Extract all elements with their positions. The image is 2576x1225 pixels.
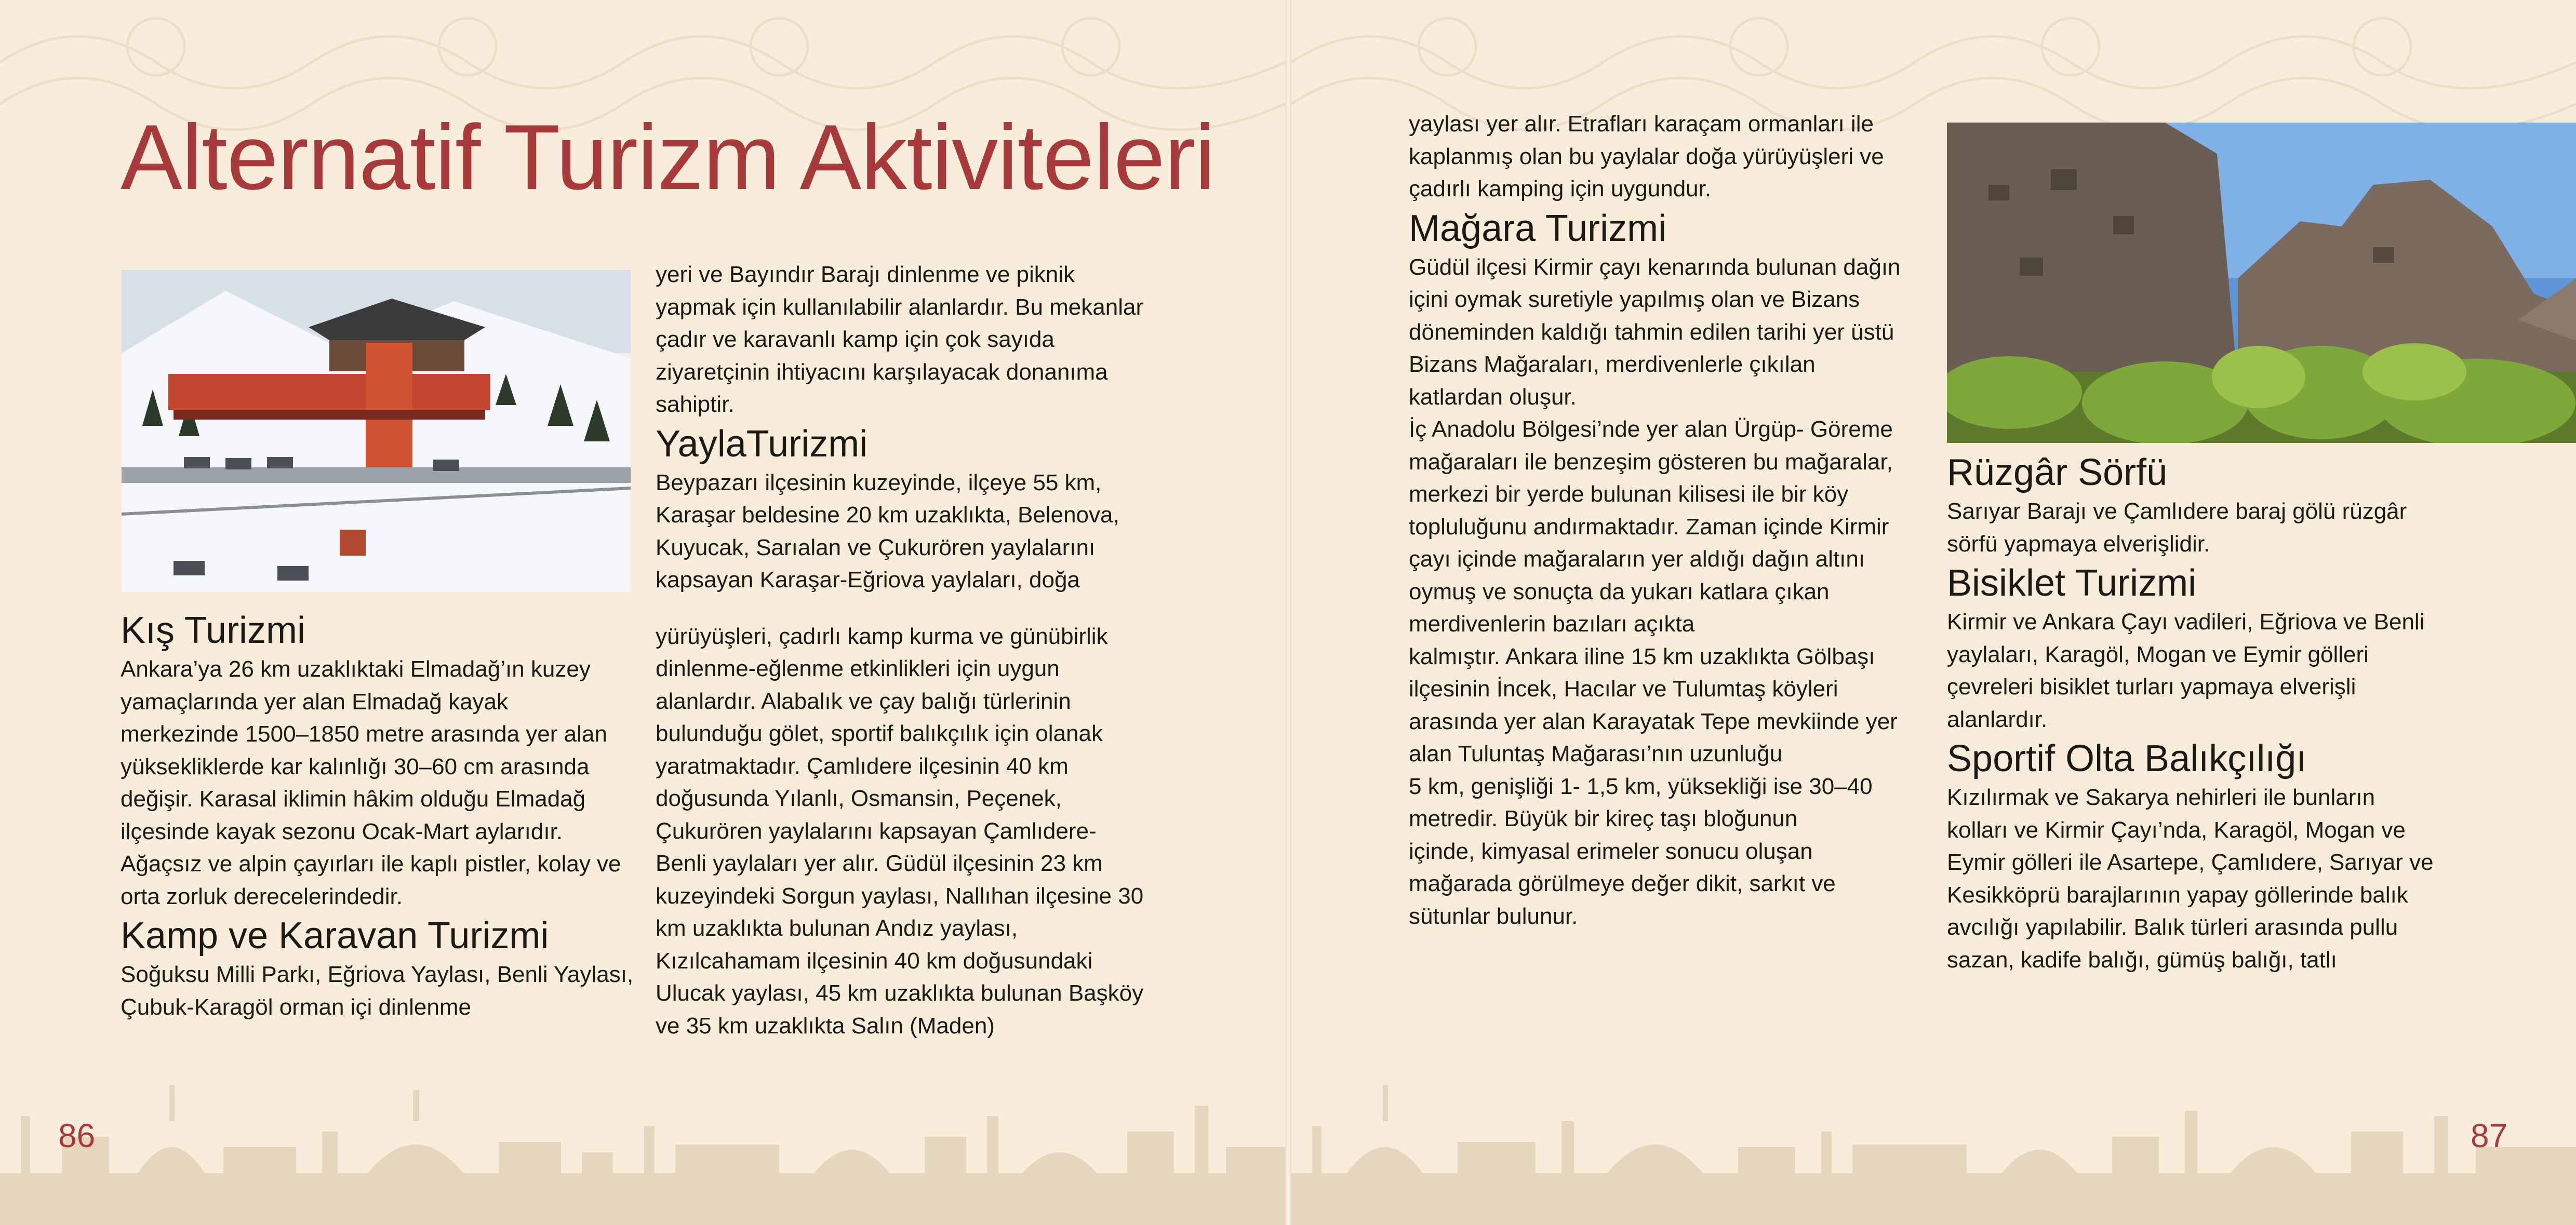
rock-cliffs-photo: [1947, 123, 2576, 443]
text-line: döneminden kaldığı tahmin edilen tarihi yer üstü: [1409, 319, 1894, 345]
text-line: arasında yer alan Karayatak Tepe mevkiinde yer: [1409, 708, 1898, 734]
text-line: ilçesinde kayak sezonu Ocak-Mart aylarıdır.: [121, 818, 563, 844]
text-line: Çukurören yaylalarını kapsayan Çamlıdere-: [656, 818, 1097, 844]
text-line: merdivenlerin bazıları açıkta: [1409, 611, 1695, 637]
kis-turizmi-text: [121, 653, 635, 913]
text-line: kapsayan Karaşar-Eğriova yaylaları, doğa: [656, 567, 1080, 593]
text-line: çadırlı kamping için uygundur.: [1409, 176, 1712, 201]
left-column-1: [121, 608, 635, 1024]
text-line: bulunduğu gölet, sportif balıkçılık için olanak: [656, 721, 1103, 746]
text-line: Beypazarı ilçesinin kuzeyinde, ilçeye 55 km,: [656, 469, 1102, 495]
text-line: yaylaları, Karagöl, Mogan ve Eymir gölleri: [1947, 641, 2369, 667]
text-line: yamaçlarında yer alan Elmadağ kayak: [121, 689, 508, 715]
section-heading-kamp-karavan: Kamp ve Karavan Turizmi: [121, 915, 549, 957]
text-line: içini oymak suretiyle yapılmış olan ve Bizans: [1409, 287, 1860, 312]
text-line: merkezinde 1500–1850 metre arasında yer alan: [121, 721, 607, 747]
text-line: ve 35 km uzaklıkta Salın (Maden): [656, 1013, 995, 1039]
text-line: çayı içinde mağaraların yer aldığı dağın altını: [1409, 546, 1865, 572]
text-line: oymuş ve sonuçta da yukarı katlara çıkan: [1409, 578, 1830, 604]
page-number: 87: [2471, 1117, 2508, 1154]
section-heading-sportif-olta: Sportif Olta Balıkçılığı: [1947, 738, 2307, 779]
text-line: içinde, kimyasal erimeler sonucu oluşan: [1409, 838, 1813, 864]
text-line: Karaşar beldesine 20 km uzaklıkta, Belenova,: [656, 502, 1119, 528]
right-page: [1291, 0, 2576, 1225]
text-line: km uzaklıkta bulunan Andız yaylası,: [656, 916, 1018, 941]
text-line: Soğuksu Milli Parkı, Eğriova Yaylası, Benli Yaylası,: [121, 962, 634, 987]
text-line: mağarada görülmeye değer dikit, sarkıt ve: [1409, 871, 1836, 896]
text-line: değişir. Karasal iklimin hâkim olduğu Elmadağ: [121, 786, 586, 812]
text-line: yeri ve Bayındır Barajı dinlenme ve piknik: [656, 262, 1075, 287]
text-line: sütunlar bulunur.: [1409, 903, 1578, 929]
text-line: Bizans Mağaraları, merdivenlerle çıkılan: [1409, 352, 1816, 377]
text-line: alanlardır. Alabalık ve çay balığı türlerinin: [656, 688, 1071, 714]
text-line: Kuyucak, Sarıalan ve Çukurören yaylalarını: [656, 534, 1096, 560]
text-line: Güdül ilçesi Kirmir çayı kenarında bulunan dağın: [1409, 254, 1901, 280]
left-page: [0, 0, 1285, 1225]
text-line: Kızılırmak ve Sakarya nehirleri ile bunların: [1947, 785, 2375, 810]
text-line: Sarıyar Barajı ve Çamlıdere baraj gölü rüzgâr: [1947, 499, 2407, 524]
text-line: yaratmaktadır. Çamlıdere ilçesinin 40 km: [656, 753, 1069, 779]
section-heading-ruzgar-sorfu: Rüzgâr Sörfü: [1947, 452, 2168, 493]
text-line: Ağaçsız ve alpin çayırları ile kaplı pistler, kolay ve: [121, 851, 621, 877]
text-line: kalmıştır. Ankara iline 15 km uzaklıkta Gölbaşı: [1409, 643, 1875, 669]
text-line: Ankara’ya 26 km uzaklıktaki Elmadağ’ın kuzey: [121, 656, 591, 682]
text-line: İç Anadolu Bölgesi’nde yer alan Ürgüp- Göreme: [1409, 416, 1893, 442]
text-line: kuzeyindeki Sorgun yaylası, Nallıhan ilçesine 30: [656, 883, 1144, 909]
text-line: sörfü yapmaya elverişlidir.: [1947, 531, 2210, 557]
right-column-1: [1409, 108, 1954, 933]
city-skyline-silhouette: [0, 1054, 1285, 1225]
text-line: Eymir gölleri ile Asartepe, Çamlıdere, Sarıyar ve: [1947, 850, 2434, 875]
text-line: yüksekliklerde kar kalınlığı 30–60 cm arasında: [121, 753, 590, 779]
section-heading-kis-turizmi: Kış Turizmi: [121, 610, 306, 651]
text-line: alan Tuluntaş Mağarası’nın uzunluğu: [1409, 741, 1783, 766]
page-number: 86: [58, 1117, 96, 1154]
text-line: yapmak için kullanılabilir alanlardır. Bu mekanlar: [656, 294, 1144, 320]
text-line: yaylası yer alır. Etrafları karaçam ormanları ile: [1409, 111, 1874, 137]
text-line: katlardan oluşur.: [1409, 384, 1577, 410]
page-gutter: [1285, 0, 1291, 1225]
text-line: kolları ve Kirmir Çayı’nda, Karagöl, Mogan ve: [1947, 817, 2406, 843]
text-line: kaplanmış olan bu yaylalar doğa yürüyüşleri ve: [1409, 143, 1884, 169]
text-line: sazan, kadife balığı, gümüş balığı, tatlı: [1947, 947, 2337, 973]
text-line: ilçesinin İncek, Hacılar ve Tulumtaş köyleri: [1409, 676, 1838, 702]
city-skyline-silhouette: [1291, 1054, 2576, 1225]
text-line: 5 km, genişliği 1- 1,5 km, yüksekliği ise 30–40: [1409, 773, 1873, 799]
text-line: metredir. Büyük bir kireç taşı bloğunun: [1409, 806, 1798, 831]
section-heading-bisiklet-turizmi: Bisiklet Turizmi: [1947, 562, 2197, 604]
kamp-karavan-text: [121, 959, 635, 1024]
text-line: Benli yaylaları yer alır. Güdül ilçesinin 23 km: [656, 851, 1103, 876]
text-line: sahiptir.: [656, 392, 735, 417]
text-line: Kirmir ve Ankara Çayı vadileri, Eğriova ve Benli: [1947, 609, 2425, 635]
text-line: avcılığı yapılabilir. Balık türleri arasında pullu: [1947, 914, 2398, 940]
section-heading-magara-turizmi: Mağara Turizmi: [1409, 207, 1667, 249]
text-line: çadır ve karavanlı kamp için çok sayıda: [656, 327, 1055, 352]
left-column-2: [656, 259, 1175, 1042]
text-line: yürüyüşleri, çadırlı kamp kurma ve günübirlik: [656, 623, 1108, 649]
text-line: çevreleri bisiklet turları yapmaya elverişli: [1947, 674, 2356, 699]
text-line: Kesikköprü barajlarının yapay göllerinde balık: [1947, 882, 2408, 908]
text-line: orta zorluk derecelerindedir.: [121, 883, 403, 909]
text-line: Ulucak yaylası, 45 km uzaklıkta bulunan Başköy: [656, 980, 1144, 1006]
section-heading-yayla-turizmi: YaylaTurizmi: [656, 423, 868, 465]
text-line: mağaraları ile benzeşim gösteren bu mağaralar,: [1409, 449, 1893, 475]
text-line: alanlardır.: [1947, 706, 2048, 732]
right-column-2: [1947, 450, 2518, 976]
text-line: merkezi bir yerde bulunan kilisesi ile bir köy: [1409, 481, 1849, 507]
text-line: Çubuk-Karagöl orman içi dinlenme: [121, 994, 471, 1020]
text-line: Kızılcahamam ilçesinin 40 km doğusundaki: [656, 948, 1093, 974]
text-line: ziyaretçinin ihtiyacını karşılayacak donanıma: [656, 359, 1108, 385]
text-line: doğusunda Yılanlı, Osmansin, Peçenek,: [656, 786, 1062, 811]
text-line: topluluğunu andırmaktadır. Zaman içinde Kirmir: [1409, 514, 1889, 540]
ski-resort-photo: [122, 270, 631, 592]
page-title: Alternatif Turizm Aktiviteleri: [121, 105, 1215, 209]
text-line: dinlenme-eğlenme etkinlikleri için uygun: [656, 656, 1060, 681]
